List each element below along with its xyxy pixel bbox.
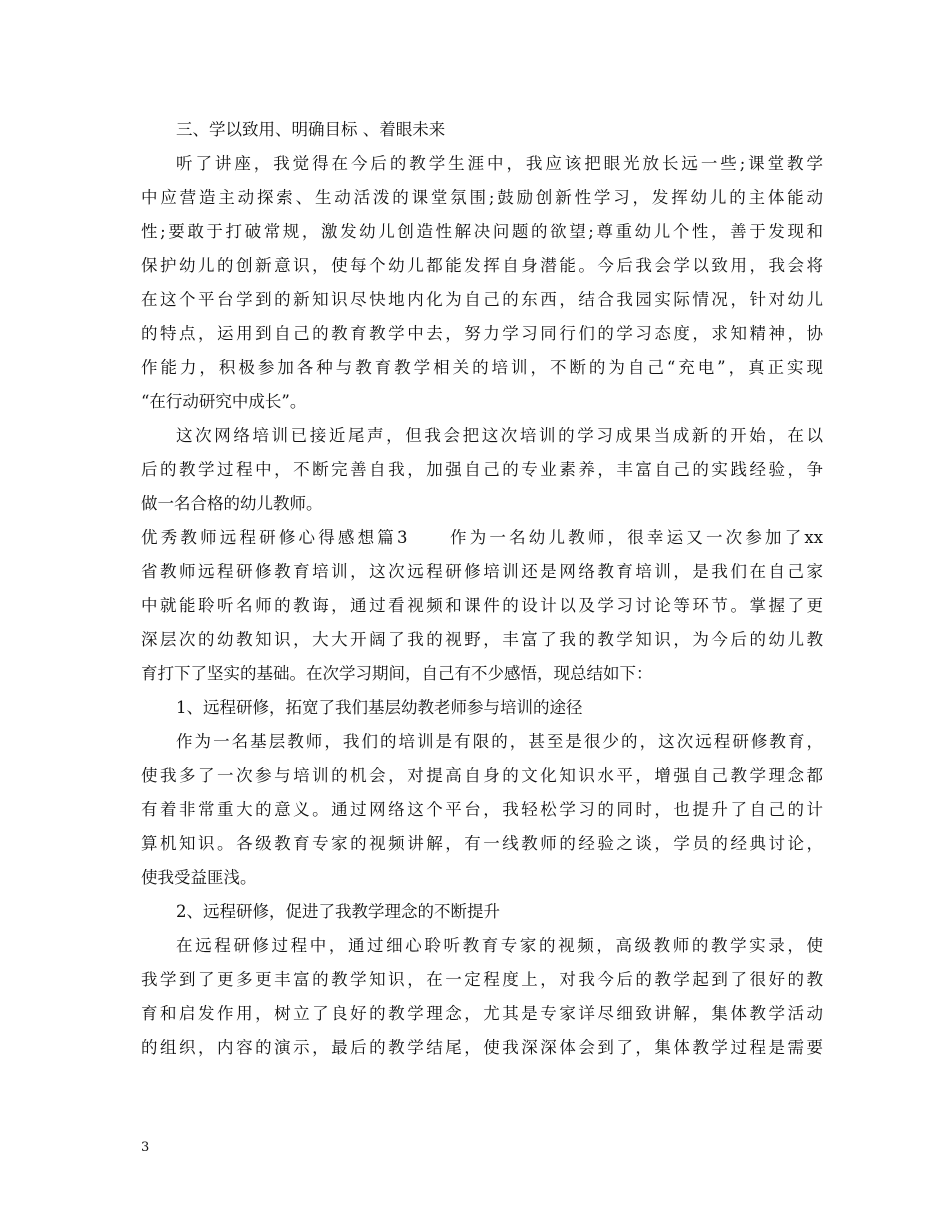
text-line: 1、远程研修，拓宽了我们基层幼教老师参与培训的途径: [176, 698, 583, 717]
text-line: 中应营造主动探索、生动活泼的课堂氛围;鼓励创新性学习，发挥幼儿的主体能动: [141, 188, 823, 207]
text-line: 使我受益匪浅。: [141, 868, 257, 887]
text-line: 2、远程研修，促进了我教学理念的不断提升: [176, 902, 500, 921]
text-line: 我学到了更多更丰富的教学知识，在一定程度上，对我今后的教学起到了很好的教: [141, 970, 823, 989]
text-line: 这次网络培训已接近尾声，但我会把这次培训的学习成果当成新的开始，在以: [176, 426, 823, 445]
document-body: [141, 113, 823, 1065]
text-line: 的组织，内容的演示，最后的教学结尾，使我深深体会到了，集体教学过程是需要: [141, 1038, 823, 1057]
text-line: “在行动研究中成长”。: [141, 392, 307, 411]
text-line: 作能力，积极参加各种与教育教学相关的培训，不断的为自己“充电”，真正实现: [141, 358, 823, 377]
text-line: 有着非常重大的意义。通过网络这个平台，我轻松学习的同时，也提升了自己的计: [141, 800, 823, 819]
text-line: 在这个平台学到的新知识尽快地内化为自己的东西，结合我园实际情况，针对幼儿: [141, 290, 823, 309]
text-line: 做一名合格的幼儿教师。: [141, 494, 323, 513]
text-line: 优秀教师远程研修心得感想篇3 作为一名幼儿教师，很幸运又一次参加了xx: [141, 528, 823, 547]
text-line: 保护幼儿的创新意识，使每个幼儿都能发挥自身潜能。今后我会学以致用，我会将: [141, 256, 823, 275]
text-line: 使我多了一次参与培训的机会，对提高自身的文化知识水平，增强自己教学理念都: [141, 766, 823, 785]
text-line: 后的教学过程中，不断完善自我，加强自己的专业素养，丰富自己的实践经验，争: [141, 460, 823, 479]
text-line: 性;要敢于打破常规，激发幼儿创造性解决问题的欲望;尊重幼儿个性，善于发现和: [141, 222, 823, 241]
text-line: 中就能聆听名师的教诲，通过看视频和课件的设计以及学习讨论等环节。掌握了更: [141, 596, 823, 615]
text-line: 省教师远程研修教育培训，这次远程研修培训还是网络教育培训，是我们在自己家: [141, 562, 823, 581]
text-line: 的特点，运用到自己的教育教学中去，努力学习同行们的学习态度，求知精神，协: [141, 324, 823, 343]
text-line: 三、学以致用、明确目标 、着眼未来: [176, 120, 446, 139]
text-line: 听了讲座，我觉得在今后的教学生涯中，我应该把眼光放长远一些;课堂教学: [176, 154, 823, 173]
text-line: 深层次的幼教知识，大大开阔了我的视野，丰富了我的教学知识，为今后的幼儿教: [141, 630, 823, 649]
text-line: 育打下了坚实的基础。在次学习期间，自己有不少感悟，现总结如下：: [141, 664, 653, 683]
text-line: 在远程研修过程中，通过细心聆听教育专家的视频，高级教师的教学实录，使: [176, 936, 823, 955]
text-line: 育和启发作用，树立了良好的教学理念，尤其是专家详尽细致讲解，集体教学活动: [141, 1004, 823, 1023]
text-line: 算机知识。各级教育专家的视频讲解，有一线教师的经验之谈，学员的经典讨论，: [141, 834, 823, 853]
page-number: 3: [141, 1140, 150, 1155]
text-line: 作为一名基层教师，我们的培训是有限的，甚至是很少的，这次远程研修教育，: [176, 732, 823, 751]
